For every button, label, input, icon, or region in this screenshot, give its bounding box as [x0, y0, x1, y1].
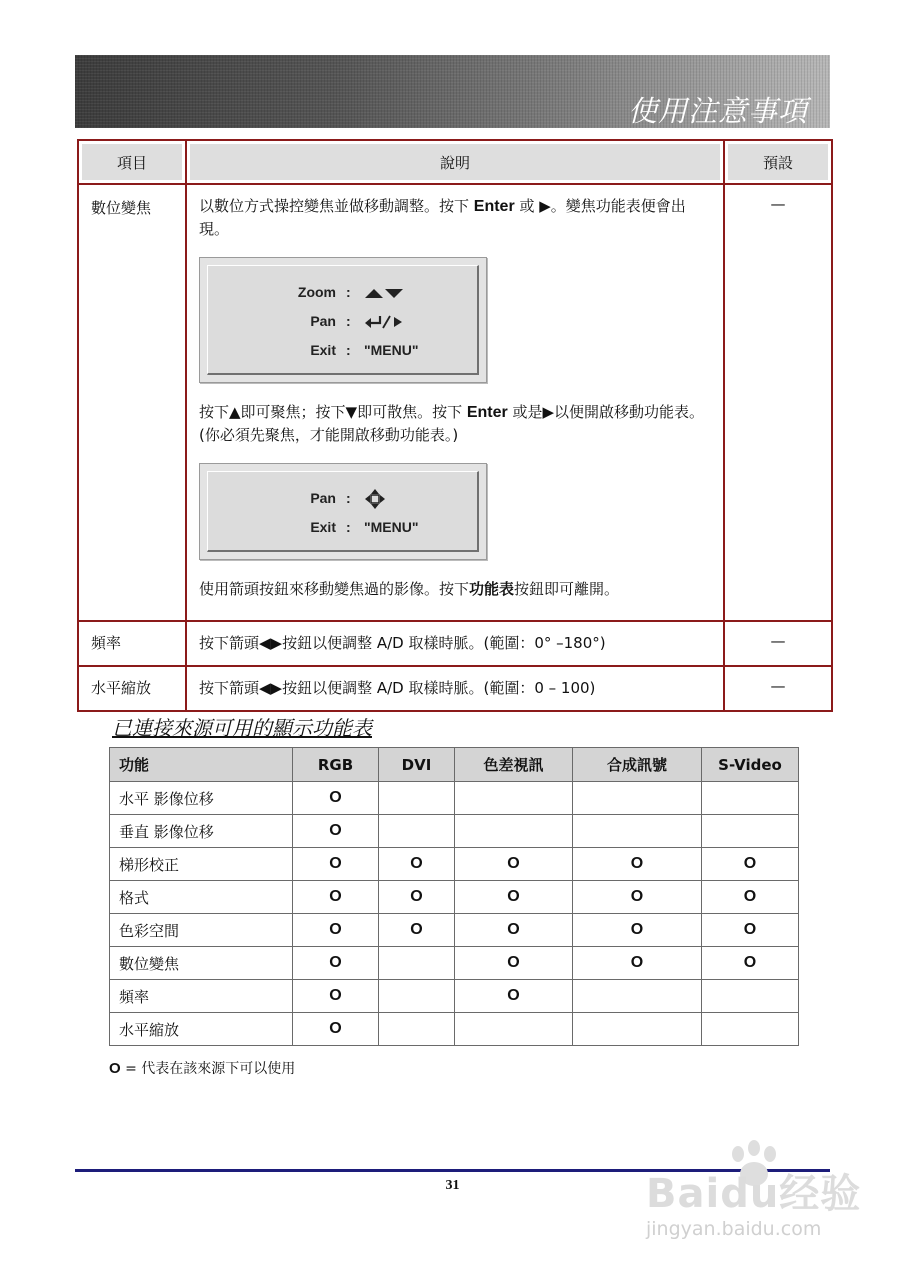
- table-row: 梯形校正 O O O O O: [110, 848, 799, 881]
- item-frequency: 頻率: [78, 621, 186, 666]
- legend: [109, 1058, 295, 1078]
- table-row: 數位變焦 O O O O: [110, 947, 799, 980]
- col-header-composite: 合成訊號: [573, 748, 702, 782]
- zoom-osd-menu: [199, 257, 487, 383]
- table-row: 水平縮放 O: [110, 1013, 799, 1046]
- page-title: 使用注意事項: [627, 94, 808, 128]
- zoom-desc-paragraph-1: 以數位方式操控變焦並做移動調整。按下 Enter 或 ▶。變焦功能表便會出現。: [199, 197, 686, 238]
- table-row: 垂直 影像位移 O: [110, 815, 799, 848]
- watermark-brand: Baidu经验: [646, 1171, 862, 1217]
- table-row: 色彩空間 O O O O O: [110, 914, 799, 947]
- legend-text: = 代表在該來源下可以使用: [120, 1061, 296, 1077]
- up-down-arrows-icon: [364, 286, 404, 300]
- table-row: 頻率 O O: [110, 980, 799, 1013]
- default-horizontal-scale: —: [724, 666, 832, 711]
- item-digital-zoom: 數位變焦: [78, 184, 186, 621]
- desc-frequency: 按下箭頭◀▶按鈕以便調整 A/D 取樣時脈。(範圍：0° –180°): [186, 621, 724, 666]
- availability-table: [109, 747, 799, 1046]
- table-row: 格式 O O O O O: [110, 881, 799, 914]
- header-item: 項目: [78, 140, 186, 184]
- osd-exit-row: Exit : "MENU": [310, 342, 419, 358]
- col-header-function: 功能: [110, 748, 293, 782]
- osd-zoom-row: Zoom :: [208, 278, 477, 307]
- enter-right-icon: [364, 314, 406, 330]
- section-title: 已連接來源可用的顯示功能表: [112, 716, 372, 740]
- watermark: [636, 1140, 866, 1250]
- settings-header-row: [78, 140, 832, 184]
- desc-digital-zoom: [186, 184, 724, 621]
- desc-horizontal-scale: 按下箭頭◀▶按鈕以便調整 A/D 取樣時脈。(範圍：0 – 100): [186, 666, 724, 711]
- col-header-s-video: S-Video: [702, 748, 799, 782]
- row-horizontal-scale: [78, 666, 832, 711]
- watermark-url: jingyan.baidu.com: [646, 1218, 822, 1240]
- settings-table: [77, 139, 833, 712]
- default-frequency: —: [724, 621, 832, 666]
- table-row: 水平 影像位移 O: [110, 782, 799, 815]
- pan-osd-menu: [199, 463, 487, 560]
- osd-exit-row-2: Exit : "MENU": [310, 519, 419, 535]
- col-header-component: 色差視訊: [455, 748, 573, 782]
- header-default: 預設: [724, 140, 832, 184]
- zoom-desc-paragraph-2: 按下▲即可聚焦；按下▼即可散焦。按下 Enter 或是▶以便開啟移動功能表。(你必須先聚焦，才能開啟移動功能表。): [199, 403, 705, 444]
- availability-header-row: [110, 748, 799, 782]
- osd-pan-row: Pan :: [208, 307, 477, 336]
- four-way-arrows-icon: [364, 488, 386, 510]
- row-digital-zoom: [78, 184, 832, 621]
- default-digital-zoom: —: [724, 184, 832, 621]
- row-frequency: [78, 621, 832, 666]
- zoom-desc-paragraph-3: 使用箭頭按鈕來移動變焦過的影像。按下功能表按鈕即可離開。: [199, 580, 620, 598]
- header-banner: [75, 55, 830, 128]
- header-description: 說明: [186, 140, 724, 184]
- item-horizontal-scale: 水平縮放: [78, 666, 186, 711]
- osd-pan-row-2: Pan :: [208, 484, 477, 513]
- col-header-rgb: RGB: [293, 748, 379, 782]
- legend-symbol: O: [109, 1060, 121, 1077]
- page-number: 31: [445, 1178, 460, 1193]
- col-header-dvi: DVI: [379, 748, 455, 782]
